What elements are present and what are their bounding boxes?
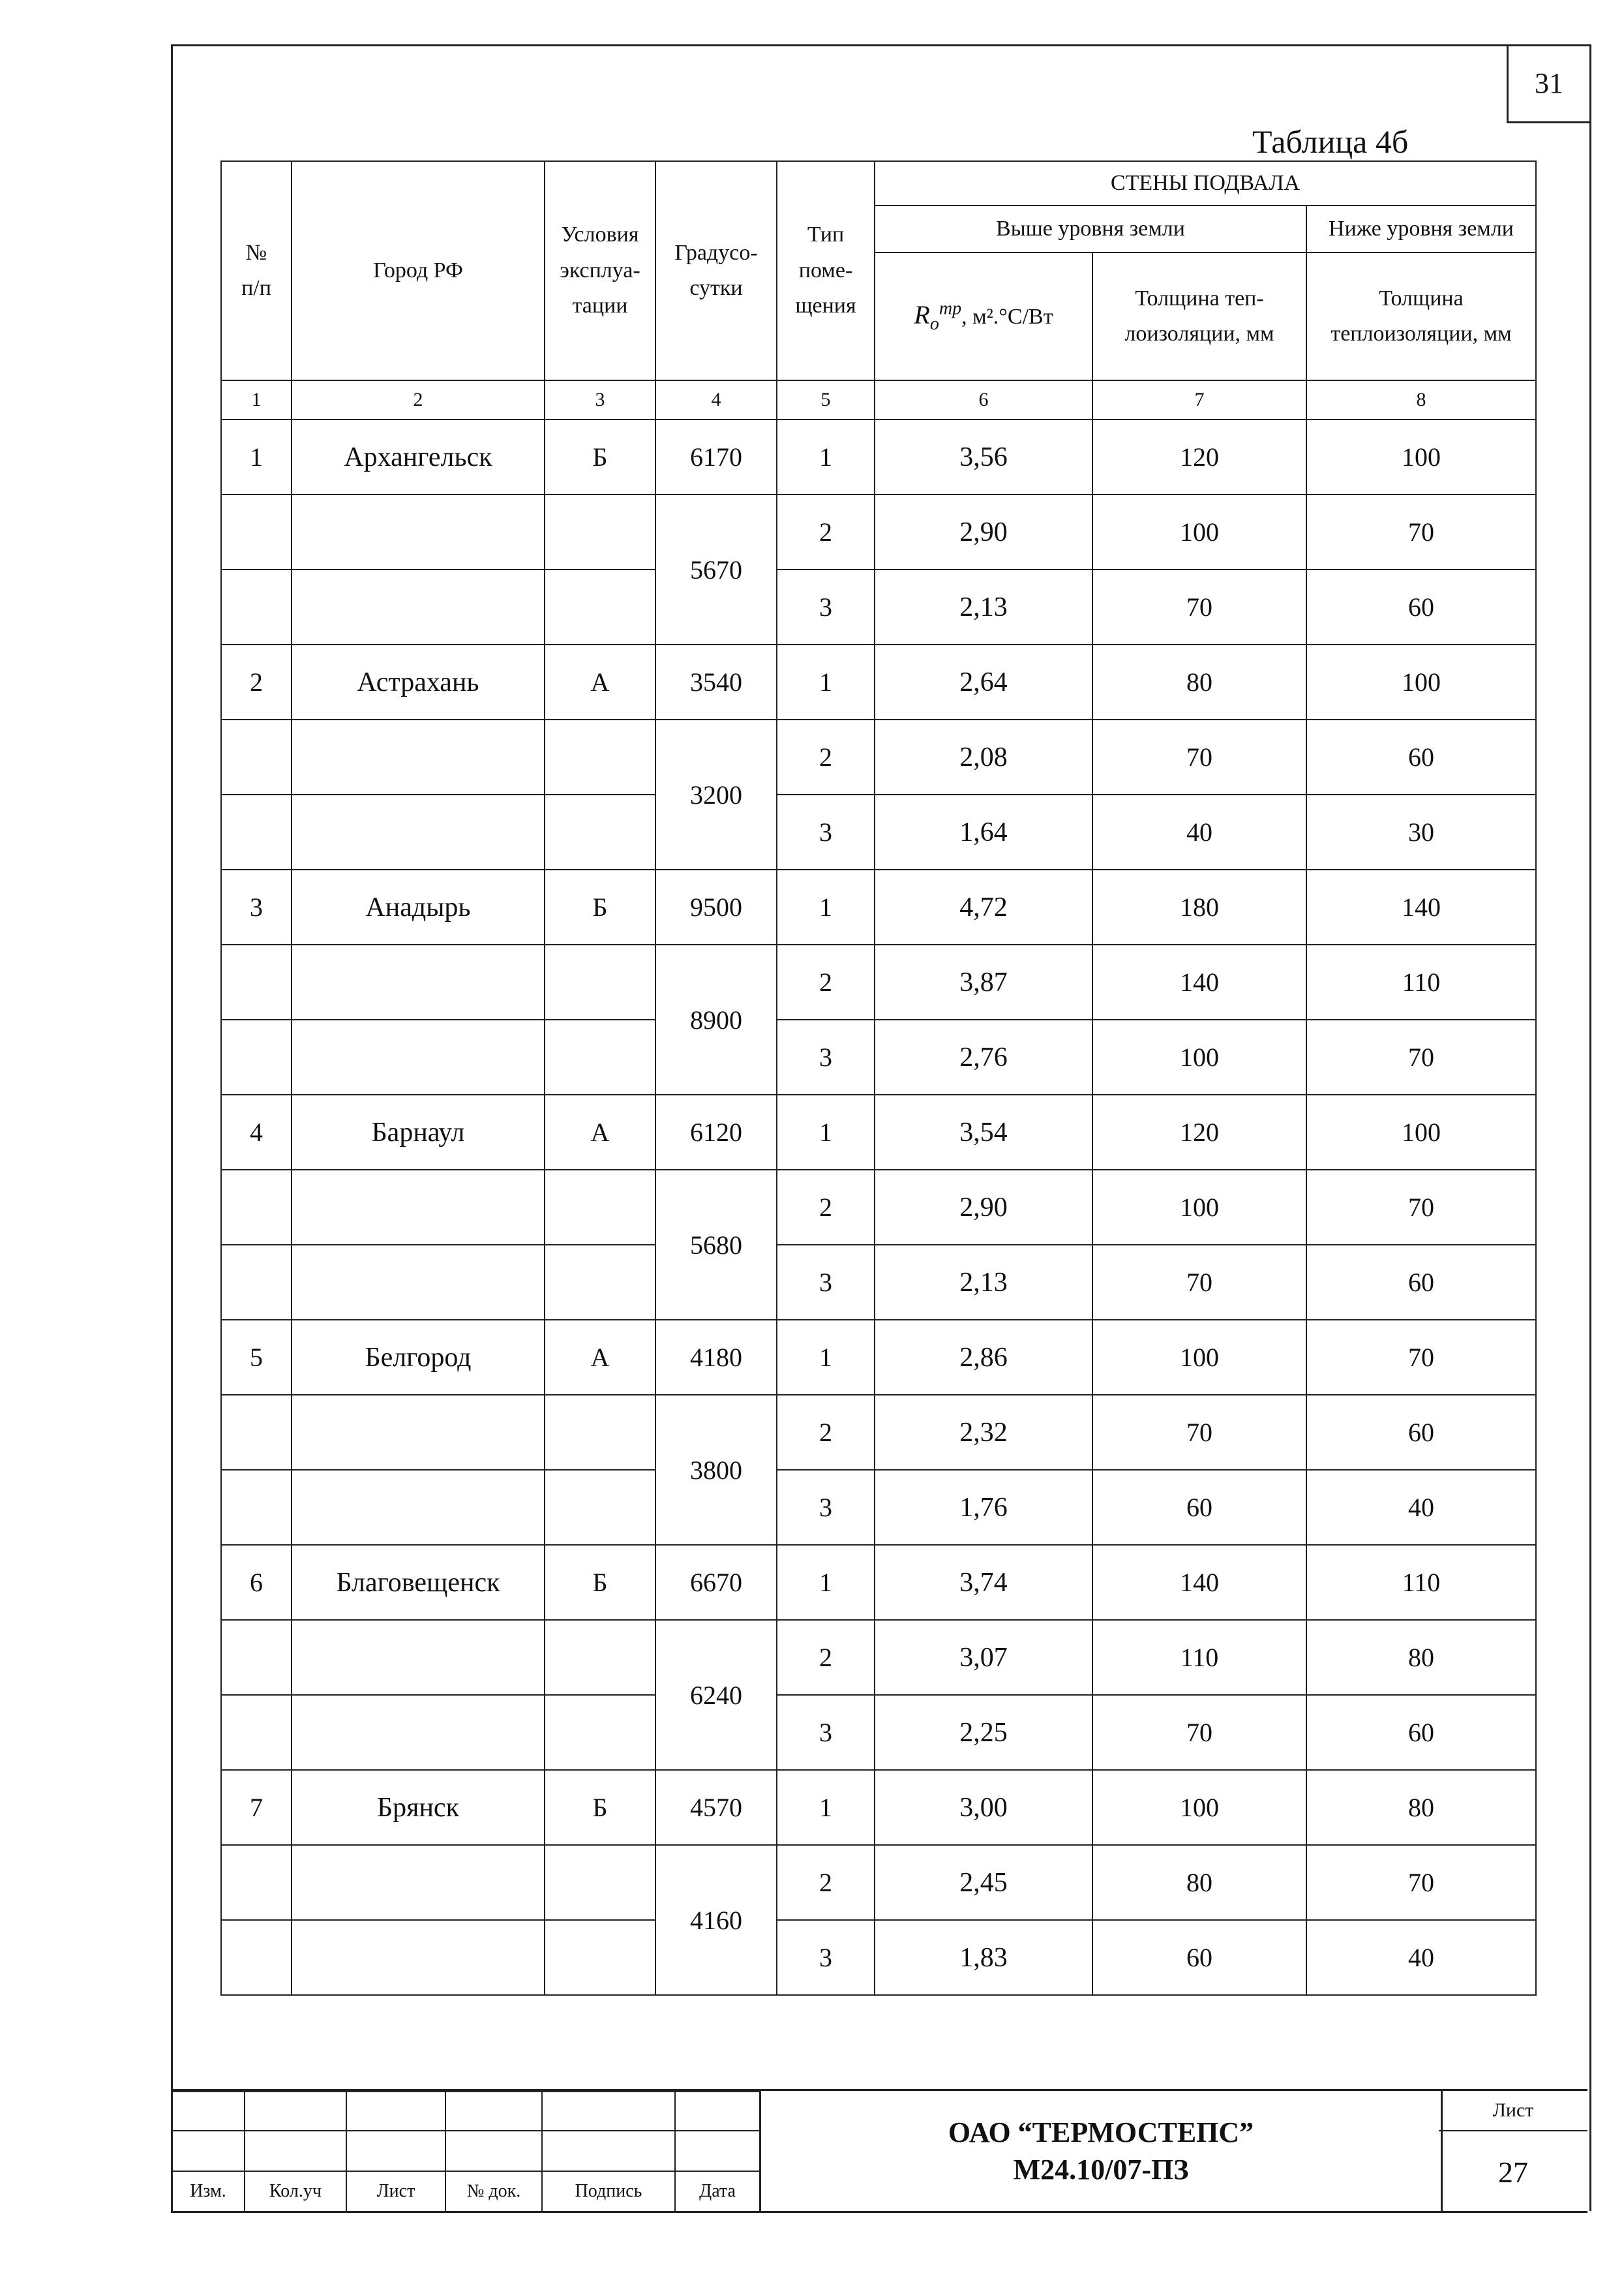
header-conditions: Условия эксплуа- тации xyxy=(545,161,655,380)
row-number-cell: 5 xyxy=(221,1320,292,1395)
column-number: 3 xyxy=(545,380,655,419)
table-row xyxy=(221,945,1536,1020)
room-type-cell: 3 xyxy=(777,1695,875,1770)
conditions-cell xyxy=(545,795,655,870)
thickness-below-cell: 60 xyxy=(1306,720,1536,795)
room-type-cell: 1 xyxy=(777,645,875,720)
r-value-cell: 2,08 xyxy=(875,720,1092,795)
r-value-cell: 2,64 xyxy=(875,645,1092,720)
column-number-row xyxy=(221,380,1536,419)
thickness-above-cell: 60 xyxy=(1092,1920,1306,1995)
room-type-cell: 2 xyxy=(777,1395,875,1470)
room-type-cell: 1 xyxy=(777,870,875,945)
row-number-cell: 3 xyxy=(221,870,292,945)
column-number: 4 xyxy=(655,380,777,419)
room-type-cell: 1 xyxy=(777,1095,875,1170)
stamp-label-count: Кол.уч xyxy=(245,2171,346,2212)
degree-days-cell: 9500 xyxy=(655,870,777,945)
thickness-above-cell: 110 xyxy=(1092,1620,1306,1695)
city-cell xyxy=(292,1395,545,1470)
room-type-cell: 2 xyxy=(777,945,875,1020)
row-number-cell xyxy=(221,1245,292,1320)
row-number-cell xyxy=(221,1170,292,1245)
header-walls-group: СТЕНЫ ПОДВАЛА xyxy=(875,161,1536,206)
degree-days-cell: 6240 xyxy=(655,1620,777,1770)
table-caption: Таблица 4б xyxy=(1252,123,1409,160)
conditions-cell xyxy=(545,1620,655,1695)
header-degree-days: Градусо- сутки xyxy=(655,161,777,380)
table-row xyxy=(221,1770,1536,1845)
city-cell: Анадырь xyxy=(292,870,545,945)
city-cell: Белгород xyxy=(292,1320,545,1395)
sheet-label: Лист xyxy=(1439,2091,1587,2131)
document-code: М24.10/07-ПЗ xyxy=(1013,2154,1189,2186)
sheet-number: 27 xyxy=(1498,2155,1528,2189)
conditions-cell xyxy=(545,1845,655,1920)
r-value-cell: 3,54 xyxy=(875,1095,1092,1170)
r-value-cell: 3,87 xyxy=(875,945,1092,1020)
thickness-above-cell: 140 xyxy=(1092,945,1306,1020)
degree-days-cell: 6120 xyxy=(655,1095,777,1170)
thickness-below-cell: 100 xyxy=(1306,419,1536,495)
conditions-cell xyxy=(545,1695,655,1770)
r-value-cell: 2,45 xyxy=(875,1845,1092,1920)
revision-stamp xyxy=(171,2091,760,2212)
header-r-value: $R_о^{тр}$, м².°С/Вт xyxy=(875,252,1092,380)
room-type-cell: 3 xyxy=(777,1920,875,1995)
row-number-cell xyxy=(221,1395,292,1470)
city-cell xyxy=(292,495,545,570)
thickness-above-cell: 70 xyxy=(1092,570,1306,645)
city-cell xyxy=(292,1620,545,1695)
column-number: 8 xyxy=(1306,380,1536,419)
thickness-below-cell: 70 xyxy=(1306,495,1536,570)
thickness-above-cell: 140 xyxy=(1092,1545,1306,1620)
thickness-below-cell: 30 xyxy=(1306,795,1536,870)
column-number: 2 xyxy=(292,380,545,419)
room-type-cell: 2 xyxy=(777,720,875,795)
table-row xyxy=(221,495,1536,570)
room-type-cell: 2 xyxy=(777,1845,875,1920)
r-value-cell: 3,07 xyxy=(875,1620,1092,1695)
r-value-cell: 2,13 xyxy=(875,570,1092,645)
sheet-box xyxy=(1439,2091,1587,2211)
room-type-cell: 3 xyxy=(777,1470,875,1545)
room-type-cell: 1 xyxy=(777,1320,875,1395)
row-number-cell: 1 xyxy=(221,419,292,495)
room-type-cell: 2 xyxy=(777,495,875,570)
room-type-cell: 3 xyxy=(777,1245,875,1320)
table-row xyxy=(221,1620,1536,1695)
room-type-cell: 2 xyxy=(777,1620,875,1695)
thickness-below-cell: 110 xyxy=(1306,1545,1536,1620)
city-cell xyxy=(292,720,545,795)
city-cell xyxy=(292,795,545,870)
row-number-cell xyxy=(221,1845,292,1920)
city-cell: Барнаул xyxy=(292,1095,545,1170)
city-cell xyxy=(292,1845,545,1920)
stamp-label-signature: Подпись xyxy=(542,2171,675,2212)
table-row xyxy=(221,1320,1536,1395)
thickness-above-cell: 80 xyxy=(1092,645,1306,720)
thickness-above-cell: 70 xyxy=(1092,1695,1306,1770)
thickness-below-cell: 70 xyxy=(1306,1320,1536,1395)
column-number: 6 xyxy=(875,380,1092,419)
room-type-cell: 1 xyxy=(777,419,875,495)
thickness-above-cell: 120 xyxy=(1092,1095,1306,1170)
room-type-cell: 3 xyxy=(777,570,875,645)
city-cell xyxy=(292,1920,545,1995)
degree-days-cell: 3800 xyxy=(655,1395,777,1545)
thickness-below-cell: 40 xyxy=(1306,1470,1536,1545)
row-number-cell xyxy=(221,570,292,645)
row-number-cell: 7 xyxy=(221,1770,292,1845)
r-value-cell: 1,64 xyxy=(875,795,1092,870)
table-row xyxy=(221,1245,1536,1320)
row-number-cell xyxy=(221,795,292,870)
city-cell xyxy=(292,1170,545,1245)
r-value-cell: 1,76 xyxy=(875,1470,1092,1545)
thickness-below-cell: 110 xyxy=(1306,945,1536,1020)
row-number-cell xyxy=(221,1695,292,1770)
table-row xyxy=(221,1845,1536,1920)
conditions-cell: Б xyxy=(545,419,655,495)
row-number-cell xyxy=(221,1920,292,1995)
conditions-cell xyxy=(545,570,655,645)
org-name: ОАО “ТЕРМОСТЕПС” xyxy=(948,2116,1254,2148)
conditions-cell: Б xyxy=(545,1545,655,1620)
city-cell xyxy=(292,570,545,645)
row-number-cell xyxy=(221,1620,292,1695)
table-row xyxy=(221,1020,1536,1095)
page-number-top: 31 xyxy=(1507,44,1589,123)
r-value-cell: 2,13 xyxy=(875,1245,1092,1320)
table-row xyxy=(221,1545,1536,1620)
degree-days-cell: 4160 xyxy=(655,1845,777,1995)
conditions-cell: Б xyxy=(545,870,655,945)
r-value-cell: 3,00 xyxy=(875,1770,1092,1845)
conditions-cell xyxy=(545,1395,655,1470)
thickness-below-cell: 60 xyxy=(1306,1695,1536,1770)
thickness-above-cell: 120 xyxy=(1092,419,1306,495)
thickness-above-cell: 60 xyxy=(1092,1470,1306,1545)
row-number-cell xyxy=(221,1020,292,1095)
degree-days-cell: 3540 xyxy=(655,645,777,720)
row-number-cell: 4 xyxy=(221,1095,292,1170)
room-type-cell: 1 xyxy=(777,1770,875,1845)
header-below-ground: Ниже уровня земли xyxy=(1306,206,1536,252)
city-cell xyxy=(292,945,545,1020)
degree-days-cell: 5670 xyxy=(655,495,777,645)
column-number: 7 xyxy=(1092,380,1306,419)
table-row xyxy=(221,870,1536,945)
header-above-ground: Выше уровня земли xyxy=(875,206,1306,252)
table-row xyxy=(221,1395,1536,1470)
r-value-cell: 2,90 xyxy=(875,495,1092,570)
room-type-cell: 2 xyxy=(777,1170,875,1245)
city-cell xyxy=(292,1695,545,1770)
conditions-cell xyxy=(545,1170,655,1245)
organization-block xyxy=(759,2091,1443,2211)
conditions-cell xyxy=(545,945,655,1020)
row-number-cell: 2 xyxy=(221,645,292,720)
thickness-above-cell: 100 xyxy=(1092,1020,1306,1095)
degree-days-cell: 6670 xyxy=(655,1545,777,1620)
table-row xyxy=(221,1470,1536,1545)
r-value-cell: 2,86 xyxy=(875,1320,1092,1395)
r-value-cell: 2,76 xyxy=(875,1020,1092,1095)
title-block xyxy=(171,2089,1587,2213)
thickness-above-cell: 40 xyxy=(1092,795,1306,870)
city-cell: Архангельск xyxy=(292,419,545,495)
thickness-below-cell: 140 xyxy=(1306,870,1536,945)
stamp-label-sheet: Лист xyxy=(346,2171,445,2212)
table-row xyxy=(221,795,1536,870)
thickness-below-cell: 80 xyxy=(1306,1770,1536,1845)
r-value-cell: 2,32 xyxy=(875,1395,1092,1470)
degree-days-cell: 3200 xyxy=(655,720,777,870)
thickness-above-cell: 70 xyxy=(1092,1395,1306,1470)
conditions-cell: А xyxy=(545,1320,655,1395)
conditions-cell xyxy=(545,720,655,795)
stamp-label-doc: № док. xyxy=(445,2171,542,2212)
table-row xyxy=(221,645,1536,720)
thickness-below-cell: 70 xyxy=(1306,1845,1536,1920)
table-row xyxy=(221,720,1536,795)
table-row xyxy=(221,1170,1536,1245)
conditions-cell xyxy=(545,495,655,570)
city-cell: Астрахань xyxy=(292,645,545,720)
table-row xyxy=(221,419,1536,495)
stamp-label-date: Дата xyxy=(675,2171,760,2212)
conditions-cell xyxy=(545,1470,655,1545)
thickness-above-cell: 80 xyxy=(1092,1845,1306,1920)
row-number-cell xyxy=(221,720,292,795)
thickness-below-cell: 80 xyxy=(1306,1620,1536,1695)
r-value-cell: 2,25 xyxy=(875,1695,1092,1770)
thickness-above-cell: 100 xyxy=(1092,1320,1306,1395)
thickness-below-cell: 60 xyxy=(1306,1245,1536,1320)
conditions-cell xyxy=(545,1920,655,1995)
header-no: № п/п xyxy=(221,161,292,380)
city-cell xyxy=(292,1470,545,1545)
conditions-cell: А xyxy=(545,645,655,720)
degree-days-cell: 6170 xyxy=(655,419,777,495)
row-number-cell xyxy=(221,495,292,570)
thickness-above-cell: 100 xyxy=(1092,1170,1306,1245)
table-row xyxy=(221,1920,1536,1995)
conditions-cell xyxy=(545,1020,655,1095)
header-room-type: Тип поме- щения xyxy=(777,161,875,380)
degree-days-cell: 4180 xyxy=(655,1320,777,1395)
header-thickness-below: Толщина теплоизоляции, мм xyxy=(1306,252,1536,380)
header-thickness-above: Толщина теп- лоизоляции, мм xyxy=(1092,252,1306,380)
conditions-cell xyxy=(545,1245,655,1320)
thickness-below-cell: 70 xyxy=(1306,1170,1536,1245)
table-row xyxy=(221,570,1536,645)
city-cell: Благовещенск xyxy=(292,1545,545,1620)
table-row xyxy=(221,1695,1536,1770)
city-cell xyxy=(292,1245,545,1320)
conditions-cell: Б xyxy=(545,1770,655,1845)
r-value-cell: 1,83 xyxy=(875,1920,1092,1995)
thickness-below-cell: 100 xyxy=(1306,645,1536,720)
r-value-cell: 4,72 xyxy=(875,870,1092,945)
thickness-above-cell: 70 xyxy=(1092,1245,1306,1320)
degree-days-cell: 8900 xyxy=(655,945,777,1095)
thickness-above-cell: 180 xyxy=(1092,870,1306,945)
row-number-cell: 6 xyxy=(221,1545,292,1620)
thickness-above-cell: 100 xyxy=(1092,1770,1306,1845)
thickness-above-cell: 70 xyxy=(1092,720,1306,795)
room-type-cell: 1 xyxy=(777,1545,875,1620)
stamp-label-change: Изм. xyxy=(172,2171,245,2212)
thickness-below-cell: 40 xyxy=(1306,1920,1536,1995)
thickness-below-cell: 100 xyxy=(1306,1095,1536,1170)
thickness-above-cell: 100 xyxy=(1092,495,1306,570)
column-number: 5 xyxy=(777,380,875,419)
header-city: Город РФ xyxy=(292,161,545,380)
city-cell: Брянск xyxy=(292,1770,545,1845)
conditions-cell: А xyxy=(545,1095,655,1170)
table-row xyxy=(221,1095,1536,1170)
thickness-below-cell: 60 xyxy=(1306,570,1536,645)
thickness-below-cell: 70 xyxy=(1306,1020,1536,1095)
r-value-cell: 3,74 xyxy=(875,1545,1092,1620)
room-type-cell: 3 xyxy=(777,1020,875,1095)
r-value-cell: 3,56 xyxy=(875,419,1092,495)
r-value-cell: 2,90 xyxy=(875,1170,1092,1245)
degree-days-cell: 4570 xyxy=(655,1770,777,1845)
row-number-cell xyxy=(221,1470,292,1545)
thickness-below-cell: 60 xyxy=(1306,1395,1536,1470)
room-type-cell: 3 xyxy=(777,795,875,870)
column-number: 1 xyxy=(221,380,292,419)
city-cell xyxy=(292,1020,545,1095)
degree-days-cell: 5680 xyxy=(655,1170,777,1320)
data-table xyxy=(220,160,1537,1996)
row-number-cell xyxy=(221,945,292,1020)
